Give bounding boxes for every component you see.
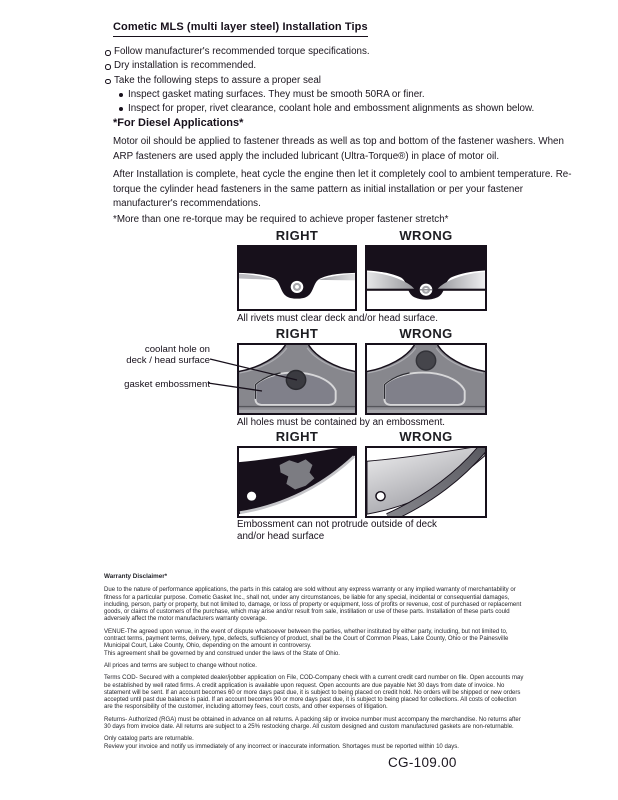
annotation-line: deck / head surface [126, 355, 210, 366]
disclaimer-paragraph: Due to the nature of performance applications, the parts in this catalog are sold without any express warranty or any implied warranty of merchantability or fitness for a particular purpose. Cometic Gasket Inc., shall not, under any circumstances, be liable for any special, incidental or consequential damages, including, person, party or property, but not limited to, damage, or loss of property or equipment, loss of profits or revenue, cost of purchased or replacement goods, or claims of customers of the purchase, which may arise and/or result from sale, instillation or use of these parts. Installation of these parts could adversely affect the motor manufacturers warranty coverage. [104, 587, 522, 623]
leader-lines [205, 352, 305, 397]
hole-outside-embossment-diagram [367, 345, 485, 413]
set1-caption: All rivets must clear deck and/or head surface. [237, 313, 438, 324]
coolant-hole-annotation [116, 344, 210, 366]
set3-right-label: RIGHT [275, 429, 319, 444]
set3-right-panel [237, 446, 357, 518]
set1-wrong-panel [365, 245, 487, 311]
page-title: Cometic MLS (multi layer steel) Installation Tips [113, 21, 368, 37]
set1-right-label: RIGHT [275, 228, 319, 243]
set2-right-label: RIGHT [275, 326, 319, 341]
set1-right-panel [237, 245, 357, 311]
bolt-hole [376, 492, 385, 501]
set2-wrong-panel [365, 343, 487, 415]
set1-wrong-label: WRONG [399, 228, 453, 243]
rivet-touches-deck-diagram [367, 247, 485, 309]
retorque-note: *More than one re-torque may be required to achieve proper fastener stretch* [113, 213, 449, 225]
list-item-text: Inspect gasket mating surfaces. They must be smooth 50RA or finer. [128, 88, 425, 100]
rivet-clears-deck-diagram [239, 247, 355, 309]
list-item-text: Dry installation is recommended. [114, 60, 257, 72]
disclaimer-paragraph: All prices and terms are subject to change without notice. [104, 662, 257, 669]
paragraph: Motor oil should be applied to fastener threads as well as top and bottom of the fastener washers. When ARP fasteners are used apply the included lubricant (Ultra-Torque®) in place of motor oil. [113, 136, 564, 162]
list-item [105, 74, 585, 88]
warranty-disclaimer-section [104, 573, 526, 751]
circle-bullet-icon [105, 79, 111, 85]
paragraph: After Installation is complete, heat cycle the engine then let it completely cool to ambient temperature. Re-torque the cylinder head fasteners in the same pattern as initial installation or per your fastener manufacturer's recommendations. [113, 169, 572, 209]
gasket-embossment-annotation: gasket embossment [124, 379, 210, 390]
dot-bullet-icon [119, 107, 123, 111]
embossment-protruding-diagram [367, 448, 485, 516]
disclaimer-paragraph: Only catalog parts are returnable. [104, 736, 194, 743]
set3-caption: Embossment can not protrude outside of deck and/or head surface [237, 519, 437, 542]
set2-wrong-label: WRONG [399, 326, 453, 341]
list-item [105, 102, 585, 116]
rivet-icon [291, 281, 304, 293]
disclaimer-paragraph: Review your invoice and notify us immediately of any incorrect or inaccurate information. Shortages must be reported within 10 days. [104, 743, 459, 750]
list-item-text: Take the following steps to assure a proper seal [114, 74, 321, 86]
disclaimer-paragraph: Returns- Authorized (RGA) must be obtained in advance on all returns. A packing slip or invoice number must accompany the merchandise. No returns after 30 days from invoice date. All returns are subject to a 25% restocking charge. All custom designed and custom manufactured gaskets are non-returnable. [104, 716, 521, 731]
circle-bullet-icon [105, 64, 111, 70]
dot-bullet-icon [119, 93, 123, 97]
list-item [105, 45, 585, 59]
section-heading: *For Diesel Applications* [113, 117, 244, 129]
set2-caption: All holes must be contained by an embossment. [237, 417, 446, 428]
set3-wrong-label: WRONG [399, 429, 453, 444]
installation-tips-list [105, 45, 585, 116]
disclaimer-paragraph: Terms COD- Secured with a completed dealer/jobber application on File, COD-Company check with a current credit card number on file. Open accounts may be established by well rated firms. A credit application is available upon request. Open accounts are due payable Net 30 days from date of invoice. No statement will be sent. If an account becomes 60 or more days past due, it is subject to being placed on credit hold. No orders will be shipped or new orders accepted until past due balance is paid. If an account becomes 90 or more days past due, it is subject to being placed for collections. All costs of collection are the responsibility of the customer, including attorney fees, court costs, and other expenses of litigation. [104, 675, 524, 711]
page-code: CG-109.00 [388, 755, 457, 770]
set3-wrong-panel [365, 446, 487, 518]
list-item [105, 59, 585, 73]
disclaimer-paragraph: This agreement shall be governed by and construed under the laws of the State of Ohio. [104, 650, 340, 657]
diesel-applications-section [113, 117, 575, 227]
circle-bullet-icon [105, 50, 111, 56]
list-item-text: Follow manufacturer's recommended torque specifications. [114, 46, 370, 57]
bolt-hole [247, 492, 256, 501]
list-item-text: Inspect for proper, rivet clearance, coolant hole and embossment alignments as shown below. [128, 103, 535, 115]
annotation-line: coolant hole on [144, 344, 210, 355]
embossment-contained-diagram [239, 448, 355, 516]
disclaimer-paragraph: VENUE-The agreed upon venue, in the event of dispute whatsoever between the parties, whether instituted by either party, including, but not limited to, contract terms, payment terms, delivery, type, defects, sufficiency of product, shall be the Court of Common Pleas, Lake County, Ohio or the Painesville Municipal Court, Lake County, Ohio, depending on the amount in controversy. [104, 628, 509, 650]
list-item [105, 88, 585, 102]
disclaimer-heading: Warranty Disclaimer* [104, 573, 168, 580]
